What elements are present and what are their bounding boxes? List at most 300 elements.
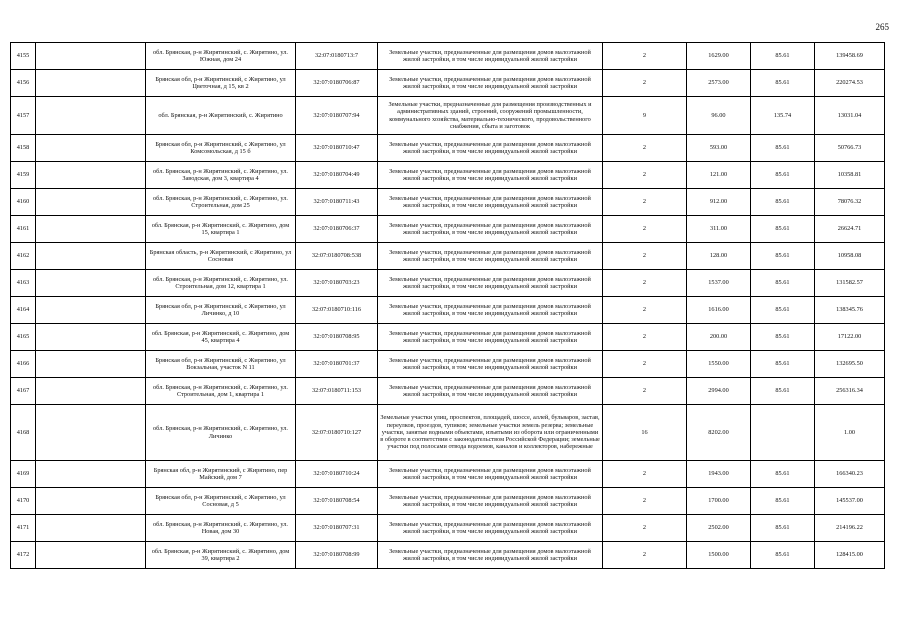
row-number-text: 4170 — [16, 497, 30, 505]
row-number-text: 4172 — [16, 551, 30, 559]
area-cell — [687, 189, 751, 216]
area-cell — [687, 324, 751, 351]
spacer-cell — [36, 351, 146, 378]
area-cell — [687, 378, 751, 405]
land-use-text: Земельные участки, предназначенные для размещения домов малоэтажной жилой застройки, в том числе индивидуальной жилой застройки — [389, 194, 591, 209]
area-text: 8202.00 — [708, 428, 729, 436]
use-group-text: 9 — [642, 111, 647, 119]
cadastral-number-cell — [296, 216, 378, 243]
use-group-cell — [603, 378, 687, 405]
spacer-cell — [36, 97, 146, 135]
area-text: 1629.00 — [708, 52, 729, 60]
cadastral-value-cell — [815, 189, 885, 216]
row-number-cell — [11, 461, 36, 488]
cadastral-number-text: 32:07:0180710:47 — [313, 144, 360, 152]
cadastral-number-text: 32:07:0180708:99 — [313, 551, 360, 559]
land-use-cell — [378, 351, 603, 378]
area-text: 2502.00 — [708, 524, 729, 532]
address-cell — [146, 270, 296, 297]
row-number-text: 4162 — [16, 252, 30, 260]
row-number-text: 4167 — [16, 387, 30, 395]
specific-value-cell — [751, 488, 815, 515]
table-row — [11, 135, 885, 162]
cadastral-value-cell — [815, 135, 885, 162]
specific-value-cell — [751, 162, 815, 189]
use-group-text: 2 — [642, 306, 647, 314]
cadastral-value-text: 214196.22 — [836, 524, 863, 532]
cadastral-value-text: 17122.00 — [837, 333, 862, 341]
area-text: 1537.00 — [708, 279, 729, 287]
address-cell — [146, 43, 296, 70]
specific-value-text: 85.61 — [775, 470, 790, 478]
cadastral-value-text: 50766.73 — [837, 144, 862, 152]
specific-value-cell — [751, 378, 815, 405]
table-row — [11, 324, 885, 351]
table-row — [11, 70, 885, 97]
address-cell — [146, 542, 296, 569]
specific-value-text: 85.61 — [775, 279, 790, 287]
cadastral-number-cell — [296, 378, 378, 405]
cadastral-value-cell — [815, 405, 885, 461]
table-row — [11, 243, 885, 270]
area-text: 1500.00 — [708, 551, 729, 559]
land-use-text: Земельные участки, предназначенные для размещения домов малоэтажной жилой застройки, в том числе индивидуальной жилой застройки — [389, 140, 591, 155]
land-use-cell — [378, 189, 603, 216]
address-text: Брянская обл, р-н Жирятинский, с Жирятино, ул Сосновая, д 5 — [155, 493, 286, 508]
address-text: Брянская обл, р-н Жирятинский, с Жирятино, пер Майский, дом 7 — [153, 466, 288, 481]
address-text: обл. Брянская, р-н Жирятинский, с. Жирятино, дом 45, квартира 4 — [151, 329, 290, 344]
row-number-cell — [11, 378, 36, 405]
cadastral-value-cell — [815, 515, 885, 542]
area-cell — [687, 297, 751, 324]
use-group-cell — [603, 97, 687, 135]
spacer-cell — [36, 70, 146, 97]
table-row — [11, 461, 885, 488]
use-group-text: 2 — [642, 470, 647, 478]
table-row — [11, 515, 885, 542]
row-number-text: 4160 — [16, 198, 30, 206]
land-use-cell — [378, 243, 603, 270]
cadastral-number-cell — [296, 297, 378, 324]
row-number-text: 4161 — [16, 225, 30, 233]
row-number-text: 4159 — [16, 171, 30, 179]
row-number-text: 4169 — [16, 470, 30, 478]
cadastral-number-cell — [296, 135, 378, 162]
table-row — [11, 405, 885, 461]
table-row — [11, 216, 885, 243]
row-number-cell — [11, 189, 36, 216]
use-group-text: 2 — [642, 198, 647, 206]
spacer-cell — [36, 216, 146, 243]
specific-value-cell — [751, 297, 815, 324]
specific-value-cell — [751, 324, 815, 351]
address-cell — [146, 297, 296, 324]
cadastral-number-cell — [296, 351, 378, 378]
row-number-text: 4165 — [16, 333, 30, 341]
use-group-cell — [603, 351, 687, 378]
spacer-cell — [36, 189, 146, 216]
cadastral-number-text: 32:07:0180706:87 — [313, 79, 360, 87]
land-use-text: Земельные участки, предназначенные для размещения домов малоэтажной жилой застройки, в том числе индивидуальной жилой застройки — [389, 466, 591, 481]
row-number-text: 4164 — [16, 306, 30, 314]
use-group-text: 2 — [642, 225, 647, 233]
specific-value-text: 85.61 — [775, 387, 790, 395]
address-cell — [146, 351, 296, 378]
cadastral-value-cell — [815, 378, 885, 405]
spacer-cell — [36, 243, 146, 270]
land-use-text: Земельные участки улиц, проспектов, площадей, шоссе, аллей, бульваров, застав, переулков, проездов, тупиков; земельные участки земель резерва; земельные участки, занятые водными объектами, изъятыми из оборота или ограниченными в обороте в соответствии с законодательством Российской Федерации; земельные участки под полосами отвода водоемов, каналов и коллекторов, набережные — [380, 414, 600, 451]
specific-value-text: 85.61 — [775, 497, 790, 505]
land-use-text: Земельные участки, предназначенные для размещения домов малоэтажной жилой застройки, в том числе индивидуальной жилой застройки — [389, 547, 591, 562]
table-row — [11, 351, 885, 378]
use-group-text: 16 — [641, 428, 648, 436]
specific-value-text: 85.61 — [775, 79, 790, 87]
area-text: 311.00 — [709, 225, 728, 233]
cadastral-number-cell — [296, 189, 378, 216]
spacer-cell — [36, 515, 146, 542]
use-group-cell — [603, 243, 687, 270]
use-group-cell — [603, 189, 687, 216]
land-use-text: Земельные участки, предназначенные для размещения домов малоэтажной жилой застройки, в том числе индивидуальной жилой застройки — [389, 221, 591, 236]
cadastral-number-cell — [296, 97, 378, 135]
specific-value-cell — [751, 70, 815, 97]
address-text: Брянская обл, р-н Жирятинский, с Жирятино, ул Личинко, д 10 — [155, 302, 286, 317]
use-group-cell — [603, 542, 687, 569]
cadastral-number-text: 32:07:0180710:127 — [311, 428, 362, 436]
row-number-cell — [11, 162, 36, 189]
cadastral-value-text: 138345.76 — [836, 306, 863, 314]
cadastral-value-cell — [815, 297, 885, 324]
area-text: 1550.00 — [708, 360, 729, 368]
cadastral-number-cell — [296, 243, 378, 270]
use-group-text: 2 — [642, 333, 647, 341]
cadastral-value-text: 166340.23 — [836, 470, 863, 478]
spacer-cell — [36, 324, 146, 351]
cadastral-number-text: 32:07:0180710:116 — [311, 306, 362, 314]
address-cell — [146, 324, 296, 351]
use-group-cell — [603, 324, 687, 351]
use-group-text: 2 — [642, 252, 647, 260]
cadastral-number-text: 32:07:0180707:31 — [313, 524, 360, 532]
land-use-cell — [378, 270, 603, 297]
specific-value-text: 85.61 — [775, 333, 790, 341]
row-number-cell — [11, 270, 36, 297]
table-row — [11, 162, 885, 189]
cadastral-value-cell — [815, 43, 885, 70]
area-text: 1616.00 — [708, 306, 729, 314]
cadastral-number-cell — [296, 488, 378, 515]
land-use-cell — [378, 43, 603, 70]
table-row — [11, 488, 885, 515]
page-number: 265 — [875, 22, 889, 32]
address-text: обл. Брянская, р-н Жирятинский, с. Жирятино — [158, 111, 283, 119]
table-row — [11, 542, 885, 569]
cadastral-value-cell — [815, 243, 885, 270]
use-group-text: 2 — [642, 360, 647, 368]
area-cell — [687, 243, 751, 270]
row-number-cell — [11, 70, 36, 97]
area-text: 121.00 — [709, 171, 728, 179]
table-body — [11, 43, 885, 569]
use-group-cell — [603, 216, 687, 243]
area-text: 912.00 — [709, 198, 728, 206]
cadastral-value-cell — [815, 324, 885, 351]
specific-value-cell — [751, 405, 815, 461]
land-use-cell — [378, 405, 603, 461]
cadastral-number-cell — [296, 43, 378, 70]
row-number-cell — [11, 43, 36, 70]
cadastral-value-text: 1.00 — [843, 428, 856, 436]
address-cell — [146, 515, 296, 542]
use-group-cell — [603, 70, 687, 97]
cadastral-value-table — [10, 42, 885, 569]
address-text: обл. Брянская, р-н Жирятинский, с. Жирятино, ул. Строительная, дом 12, квартира 1 — [153, 275, 288, 290]
area-cell — [687, 97, 751, 135]
spacer-cell — [36, 488, 146, 515]
use-group-text: 2 — [642, 171, 647, 179]
cadastral-number-text: 32:07:0180711:43 — [313, 198, 360, 206]
use-group-text: 2 — [642, 551, 647, 559]
address-cell — [146, 488, 296, 515]
cadastral-value-text: 139458.69 — [836, 52, 863, 60]
cadastral-value-cell — [815, 488, 885, 515]
cadastral-value-cell — [815, 270, 885, 297]
row-number-cell — [11, 405, 36, 461]
land-use-cell — [378, 97, 603, 135]
land-use-text: Земельные участки, предназначенные для размещения домов малоэтажной жилой застройки, в том числе индивидуальной жилой застройки — [389, 356, 591, 371]
table-row — [11, 43, 885, 70]
land-use-cell — [378, 70, 603, 97]
use-group-cell — [603, 270, 687, 297]
area-cell — [687, 216, 751, 243]
cadastral-value-text: 13031.04 — [837, 111, 862, 119]
row-number-text: 4158 — [16, 144, 30, 152]
row-number-cell — [11, 97, 36, 135]
cadastral-number-cell — [296, 405, 378, 461]
specific-value-text: 85.61 — [775, 198, 790, 206]
spacer-cell — [36, 542, 146, 569]
cadastral-number-text: 32:07:0180701:37 — [313, 360, 360, 368]
land-use-cell — [378, 488, 603, 515]
table-row — [11, 297, 885, 324]
area-text: 96.00 — [711, 111, 726, 119]
specific-value-cell — [751, 351, 815, 378]
use-group-cell — [603, 135, 687, 162]
area-text: 2994.00 — [708, 387, 729, 395]
specific-value-text: 85.61 — [775, 52, 790, 60]
area-text: 1700.00 — [708, 497, 729, 505]
cadastral-number-text: 32:07:0180706:37 — [313, 225, 360, 233]
table-row — [11, 189, 885, 216]
address-cell — [146, 461, 296, 488]
spacer-cell — [36, 162, 146, 189]
use-group-cell — [603, 488, 687, 515]
area-cell — [687, 461, 751, 488]
spacer-cell — [36, 270, 146, 297]
row-number-cell — [11, 324, 36, 351]
use-group-text: 2 — [642, 497, 647, 505]
cadastral-value-cell — [815, 97, 885, 135]
specific-value-text: 85.61 — [775, 225, 790, 233]
address-text: Брянская область, р-н Жирятинский, с Жирятино, ул Сосновая — [149, 248, 292, 263]
address-cell — [146, 97, 296, 135]
address-text: обл. Брянская, р-н Жирятинский, с. Жирятино, ул. Новая, дом 30 — [153, 520, 288, 535]
area-text: 200.00 — [709, 333, 728, 341]
specific-value-cell — [751, 135, 815, 162]
row-number-text: 4166 — [16, 360, 30, 368]
row-number-cell — [11, 135, 36, 162]
spacer-cell — [36, 43, 146, 70]
address-cell — [146, 189, 296, 216]
cadastral-value-cell — [815, 461, 885, 488]
land-use-text: Земельные участки, предназначенные для размещения домов малоэтажной жилой застройки, в том числе индивидуальной жилой застройки — [389, 48, 591, 63]
spacer-cell — [36, 461, 146, 488]
address-text: обл. Брянская, р-н Жирятинский, с. Жирятино, ул. Строительная, дом 25 — [153, 194, 288, 209]
area-cell — [687, 351, 751, 378]
area-cell — [687, 542, 751, 569]
cadastral-number-cell — [296, 515, 378, 542]
use-group-text: 2 — [642, 387, 647, 395]
specific-value-cell — [751, 43, 815, 70]
row-number-cell — [11, 297, 36, 324]
land-use-cell — [378, 216, 603, 243]
cadastral-value-cell — [815, 351, 885, 378]
area-text: 593.00 — [709, 144, 728, 152]
land-use-text: Земельные участки, предназначенные для размещения домов малоэтажной жилой застройки, в том числе индивидуальной жилой застройки — [389, 493, 591, 508]
address-text: обл. Брянская, р-н Жирятинский, с. Жирятино, дом 15, квартира 1 — [151, 221, 290, 236]
cadastral-value-text: 10358.81 — [837, 171, 862, 179]
address-text: Брянская обл, р-н Жирятинский, с Жирятино, ул Цветочная, д 15, кв 2 — [155, 75, 286, 90]
cadastral-value-text: 145537.00 — [836, 497, 863, 505]
row-number-cell — [11, 243, 36, 270]
land-use-cell — [378, 135, 603, 162]
land-use-text: Земельные участки, предназначенные для размещения домов малоэтажной жилой застройки, в том числе индивидуальной жилой застройки — [389, 275, 591, 290]
specific-value-cell — [751, 270, 815, 297]
specific-value-cell — [751, 216, 815, 243]
use-group-text: 2 — [642, 524, 647, 532]
address-cell — [146, 378, 296, 405]
use-group-cell — [603, 461, 687, 488]
specific-value-cell — [751, 515, 815, 542]
spacer-cell — [36, 378, 146, 405]
use-group-cell — [603, 405, 687, 461]
address-text: обл. Брянская, р-н Жирятинский, с. Жирятино, ул. Заводская, дом 3, квартира 4 — [153, 167, 288, 182]
cadastral-value-text: 220274.53 — [836, 79, 863, 87]
specific-value-text: 85.61 — [775, 144, 790, 152]
row-number-cell — [11, 488, 36, 515]
cadastral-value-cell — [815, 216, 885, 243]
area-cell — [687, 43, 751, 70]
address-text: обл. Брянская, р-н Жирятинский, с. Жирятино, ул. Южная, дом 24 — [153, 48, 288, 63]
cadastral-number-text: 32:07:0180703:23 — [313, 279, 360, 287]
row-number-text: 4171 — [16, 524, 30, 532]
address-cell — [146, 162, 296, 189]
cadastral-number-text: 32:07:0180708:538 — [311, 252, 362, 260]
area-cell — [687, 135, 751, 162]
row-number-text: 4157 — [16, 111, 30, 119]
specific-value-text: 85.61 — [775, 306, 790, 314]
area-text: 1943.00 — [708, 470, 729, 478]
cadastral-value-cell — [815, 542, 885, 569]
cadastral-number-cell — [296, 324, 378, 351]
area-cell — [687, 162, 751, 189]
cadastral-number-cell — [296, 270, 378, 297]
area-text: 2573.00 — [708, 79, 729, 87]
row-number-text: 4163 — [16, 279, 30, 287]
cadastral-value-text: 128415.00 — [836, 551, 863, 559]
address-text: обл. Брянская, р-н Жирятинский, с. Жирятино, ул. Строительная, дом 1, квартира 1 — [153, 383, 288, 398]
cadastral-number-cell — [296, 162, 378, 189]
land-use-text: Земельные участки, предназначенные для размещения домов малоэтажной жилой застройки, в том числе индивидуальной жилой застройки — [389, 75, 591, 90]
cadastral-number-cell — [296, 461, 378, 488]
cadastral-number-text: 32:07:0180710:24 — [313, 470, 360, 478]
address-text: Брянская обл, р-н Жирятинский, с Жирятино, ул Вокзальная, участок N 11 — [155, 356, 286, 371]
land-use-cell — [378, 297, 603, 324]
area-text: 128.00 — [709, 252, 728, 260]
specific-value-cell — [751, 461, 815, 488]
land-use-cell — [378, 461, 603, 488]
cadastral-number-text: 32:07:0180708:54 — [313, 497, 360, 505]
land-use-text: Земельные участки, предназначенные для размещения домов малоэтажной жилой застройки, в том числе индивидуальной жилой застройки — [389, 520, 591, 535]
use-group-text: 2 — [642, 79, 647, 87]
land-use-cell — [378, 378, 603, 405]
specific-value-cell — [751, 97, 815, 135]
address-cell — [146, 243, 296, 270]
land-use-text: Земельные участки, предназначенные для размещения домов малоэтажной жилой застройки, в том числе индивидуальной жилой застройки — [389, 383, 591, 398]
table-row — [11, 270, 885, 297]
cadastral-value-cell — [815, 70, 885, 97]
row-number-text: 4168 — [16, 428, 30, 436]
specific-value-text: 85.61 — [775, 524, 790, 532]
cadastral-number-cell — [296, 542, 378, 569]
area-cell — [687, 405, 751, 461]
use-group-text: 2 — [642, 52, 647, 60]
specific-value-cell — [751, 189, 815, 216]
land-use-text: Земельные участки, предназначенные для размещения домов малоэтажной жилой застройки, в том числе индивидуальной жилой застройки — [389, 329, 591, 344]
use-group-cell — [603, 162, 687, 189]
cadastral-value-text: 132695.50 — [836, 360, 863, 368]
address-cell — [146, 405, 296, 461]
land-use-cell — [378, 515, 603, 542]
row-number-cell — [11, 216, 36, 243]
land-use-text: Земельные участки, предназначенные для размещения домов малоэтажной жилой застройки, в том числе индивидуальной жилой застройки — [389, 248, 591, 263]
address-cell — [146, 70, 296, 97]
address-cell — [146, 216, 296, 243]
cadastral-number-text: 32:07:0180704:49 — [313, 171, 360, 179]
address-text: обл. Брянская, р-н Жирятинский, с. Жирятино, дом 39, квартира 2 — [151, 547, 290, 562]
land-use-cell — [378, 324, 603, 351]
cadastral-value-text: 131582.57 — [836, 279, 863, 287]
area-cell — [687, 270, 751, 297]
area-cell — [687, 488, 751, 515]
table-row — [11, 97, 885, 135]
area-cell — [687, 70, 751, 97]
specific-value-text: 85.61 — [775, 171, 790, 179]
cadastral-number-cell — [296, 70, 378, 97]
cadastral-value-cell — [815, 162, 885, 189]
cadastral-number-text: 32:07:0180711:153 — [311, 387, 362, 395]
cadastral-number-text: 32:07:0180707:94 — [313, 111, 360, 119]
row-number-text: 4155 — [16, 52, 30, 60]
cadastral-value-text: 256316.34 — [836, 387, 863, 395]
land-use-cell — [378, 542, 603, 569]
cadastral-value-text: 26624.71 — [837, 225, 862, 233]
land-use-text: Земельные участки, предназначенные для размещения домов малоэтажной жилой застройки, в том числе индивидуальной жилой застройки — [389, 302, 591, 317]
cadastral-value-text: 10958.08 — [837, 252, 862, 260]
row-number-cell — [11, 351, 36, 378]
specific-value-text: 135.74 — [773, 111, 792, 119]
specific-value-text: 85.61 — [775, 360, 790, 368]
